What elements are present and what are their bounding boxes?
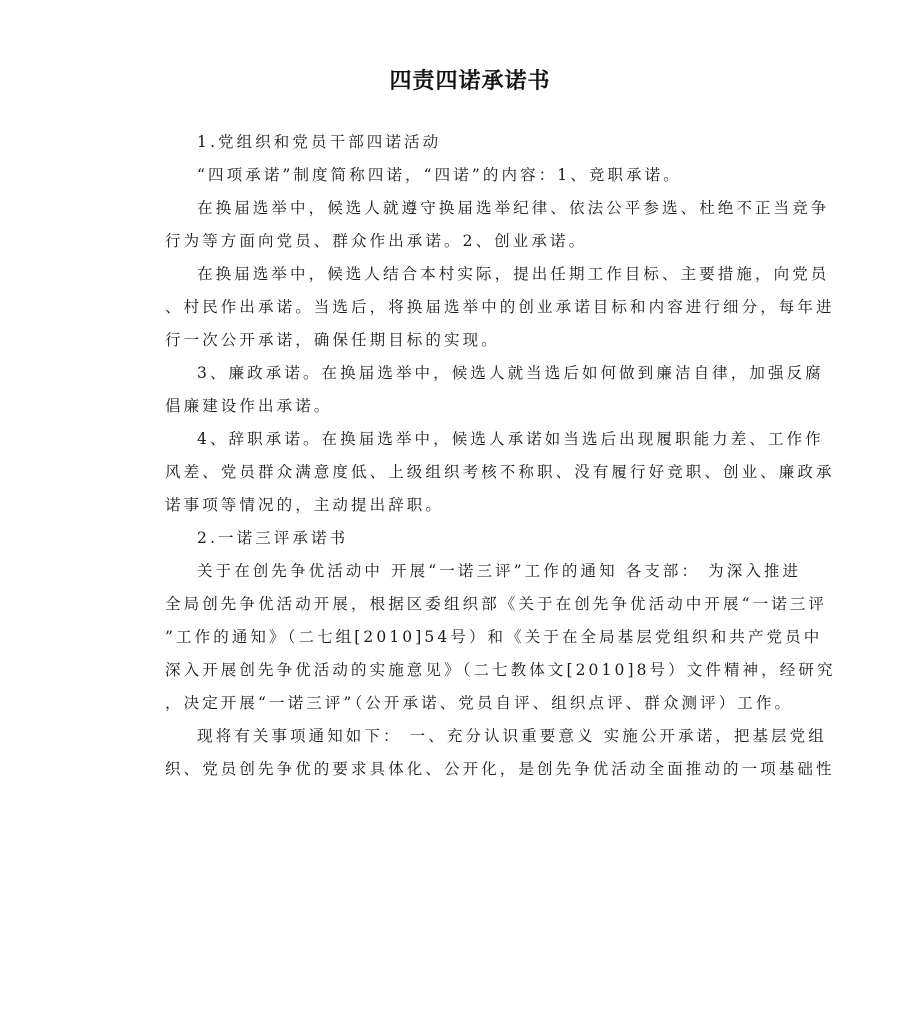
text-line: ，决定开展“一诺三评”（公开承诺、党员自评、组织点评、群众测评）工作。: [165, 694, 794, 712]
document-title: 四责四诺承诺书: [389, 69, 551, 94]
paragraph: [165, 196, 830, 262]
text-line: 倡廉建设作出承诺。: [165, 397, 333, 415]
text-line: 在换届选举中，候选人就遵守换届选举纪律、依法公平参选、杜绝不正当竞争: [197, 199, 830, 217]
document-body: [165, 130, 836, 790]
paragraph: [165, 427, 835, 526]
text-line: 4、辞职承诺。在换届选举中，候选人承诺如当选后出现履职能力差、工作作: [197, 430, 824, 448]
text-line: 织、党员创先争优的要求具体化、公开化，是创先争优活动全面推动的一项基础性: [165, 760, 835, 778]
text-line: 深入开展创先争优活动的实施意见》（二七教体文[2010]8号）文件精神，经研究: [165, 661, 836, 679]
paragraph: [165, 262, 835, 361]
text-line: 诺事项等情况的，主动提出辞职。: [165, 496, 445, 514]
paragraph: [165, 526, 765, 559]
paragraph: [165, 163, 765, 196]
paragraph: [165, 724, 835, 790]
text-line: 关于在创先争优活动中 开展“一诺三评”工作的通知 各支部： 为深入推进: [197, 562, 802, 580]
paragraph: [165, 130, 765, 163]
text-line: 在换届选举中，候选人结合本村实际，提出任期工作目标、主要措施，向党员: [197, 265, 830, 283]
text-line: 、村民作出承诺。当选后，将换届选举中的创业承诺目标和内容进行细分，每年进: [165, 298, 835, 316]
text-line: 行一次公开承诺，确保任期目标的实现。: [165, 331, 500, 349]
text-line: “四项承诺”制度简称四诺，“四诺”的内容：1、竞职承诺。: [197, 166, 682, 184]
text-line: 全局创先争优活动开展，根据区委组织部《关于在创先争优活动中开展“一诺三评: [165, 595, 828, 613]
paragraph: [165, 361, 824, 427]
text-line: 1.党组织和党员干部四诺活动: [197, 133, 442, 151]
text-line: ”工作的通知》（二七组[2010]54号）和《关于在全局基层党组织和共产党员中: [165, 628, 823, 646]
paragraph: [165, 559, 836, 724]
text-line: 3、廉政承诺。在换届选举中，候选人就当选后如何做到廉洁自律，加强反腐: [197, 364, 824, 382]
text-line: 现将有关事项通知如下： 一、充分认识重要意义 实施公开承诺，把基层党组: [197, 727, 827, 745]
text-line: 行为等方面向党员、群众作出承诺。2、创业承诺。: [165, 232, 588, 250]
text-line: 2.一诺三评承诺书: [197, 529, 349, 547]
text-line: 风差、党员群众满意度低、上级组织考核不称职、没有履行好竞职、创业、廉政承: [165, 463, 835, 481]
